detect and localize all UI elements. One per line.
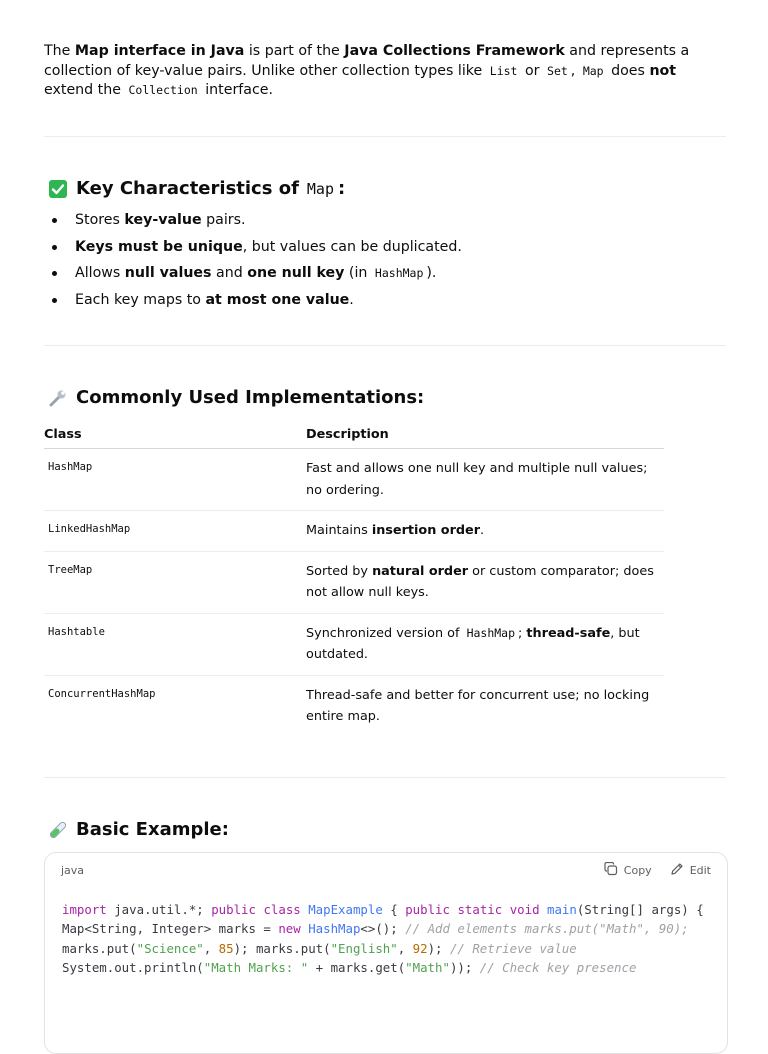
- inline-code-collection: Collection: [128, 83, 198, 97]
- description-cell: Fast and allows one null key and multiple null values; no ordering.: [306, 461, 648, 498]
- table-row: [44, 511, 664, 552]
- code-language-label: java: [61, 863, 85, 877]
- section-divider: [44, 136, 726, 137]
- pencil-icon: [670, 862, 684, 879]
- table-row: [44, 676, 664, 737]
- intro-bold-not: not: [649, 62, 677, 79]
- class-cell: TreeMap: [48, 563, 93, 576]
- test-tube-icon: [48, 820, 68, 840]
- code-actions: [604, 862, 711, 879]
- intro-text: The: [44, 43, 75, 59]
- intro-bold-map-interface: Map interface in Java: [74, 43, 245, 59]
- column-header-description: Description: [306, 426, 389, 442]
- section-divider: [44, 777, 726, 778]
- heading-implementations: [48, 387, 424, 408]
- inline-code-set: Set: [547, 63, 568, 78]
- intro-text: and represents a collection of key-value pairs. Unlike other collection types like: [44, 43, 690, 79]
- inline-code-hashmap: HashMap: [466, 625, 516, 640]
- class-cell: Hashtable: [48, 625, 105, 638]
- heading-text: Key Characteristics of: [76, 178, 299, 199]
- edit-label: Edit: [689, 863, 711, 877]
- intro-text: is part of the: [244, 43, 345, 59]
- class-cell: ConcurrentHashMap: [48, 687, 156, 700]
- inline-code-hashmap: HashMap: [374, 266, 424, 281]
- class-cell: LinkedHashMap: [48, 523, 131, 535]
- implementations-table: [44, 420, 664, 737]
- heading-basic-example: [48, 819, 229, 840]
- description-cell: Sorted by natural order or custom comparator; does not allow null keys.: [306, 563, 654, 600]
- heading-inline-code: Map: [306, 179, 334, 198]
- wrench-icon: [48, 388, 68, 408]
- code-line: Map<String, Integer> marks = new HashMap<>(); // Add elements marks.put("Math", 90);: [62, 921, 689, 937]
- list-item: Each key maps to at most one value.: [44, 290, 726, 317]
- code-block-header: [45, 853, 727, 887]
- code-line: import java.util.*; public class MapExample { public static void main(String[] args) {: [62, 902, 704, 917]
- intro-text: does: [606, 62, 650, 79]
- intro-text: or: [520, 62, 545, 79]
- table-header-row: [44, 420, 664, 449]
- copy-icon: [604, 862, 618, 879]
- description-cell: Synchronized version of HashMap ; thread-safe, but outdated.: [306, 625, 640, 662]
- inline-code-map: Map: [582, 63, 604, 78]
- intro-text: extend the: [44, 82, 126, 98]
- copy-button[interactable]: [604, 862, 652, 879]
- copy-label: Copy: [623, 863, 652, 877]
- inline-code-list: List: [489, 63, 518, 78]
- check-mark-button-icon: [48, 179, 68, 199]
- characteristics-list: [44, 210, 726, 317]
- column-header-class: Class: [44, 426, 82, 442]
- list-item: Stores key-value pairs.: [44, 210, 726, 237]
- intro-text: ,: [570, 62, 580, 79]
- class-cell: HashMap: [48, 461, 93, 473]
- intro-paragraph: [44, 42, 726, 101]
- intro-bold-collections-framework: Java Collections Framework: [344, 43, 565, 59]
- code-content: [45, 887, 727, 977]
- table-row: [44, 449, 664, 511]
- heading-colon: :: [338, 178, 346, 199]
- intro-text: interface.: [200, 82, 274, 98]
- code-line: System.out.println("Math Marks: " + marks.get("Math")); // Check key presence: [62, 959, 637, 975]
- description-cell: Thread-safe and better for concurrent use; no locking entire map.: [306, 687, 650, 724]
- table-row: [44, 552, 664, 614]
- description-cell: Maintains insertion order.: [306, 523, 485, 538]
- list-item: Allows null values and one null key (in HashMap ).: [44, 263, 726, 290]
- edit-button[interactable]: [670, 862, 711, 879]
- heading-key-characteristics: [48, 178, 345, 199]
- code-line: marks.put("Science", 85); marks.put("English", 92); // Retrieve value: [62, 940, 577, 956]
- heading-text: Basic Example:: [76, 819, 229, 840]
- list-item: Keys must be unique, but values can be duplicated.: [44, 237, 726, 264]
- table-row: [44, 614, 664, 676]
- heading-text: Commonly Used Implementations:: [76, 387, 425, 408]
- section-divider: [44, 345, 726, 346]
